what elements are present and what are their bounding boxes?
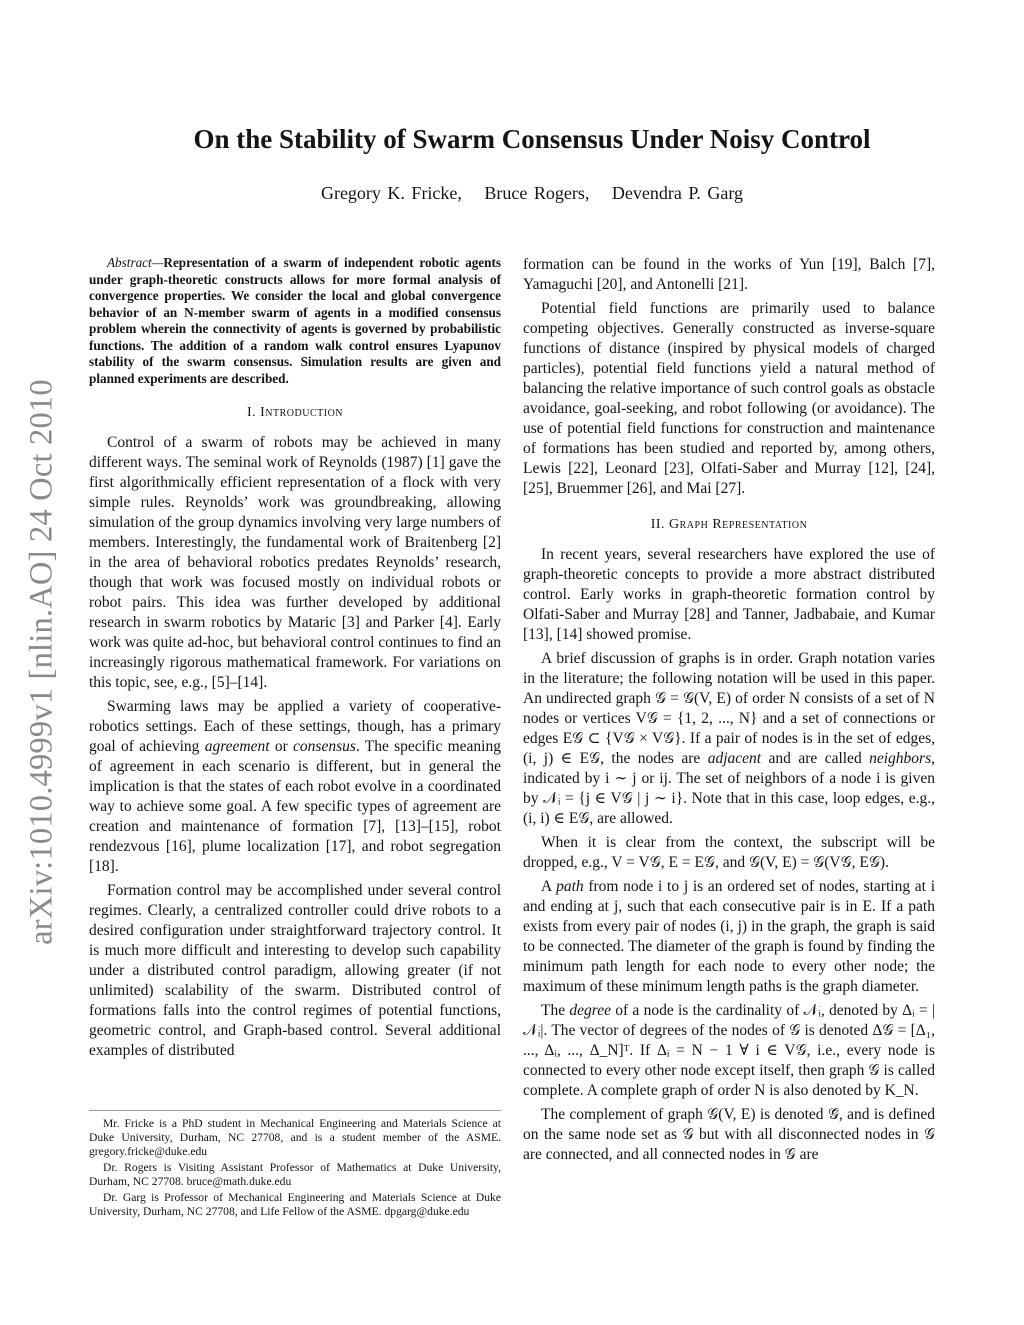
continuation-paragraph: formation can be found in the works of Yun [19], Balch [7], Yamaguchi [20], and Antonelli [21]. xyxy=(523,256,935,293)
footnotes xyxy=(89,1110,501,1221)
term-adjacent: adjacent xyxy=(707,750,762,767)
abstract-lead: Abstract— xyxy=(107,255,164,270)
author-list xyxy=(100,183,964,204)
graph-notation-text-3: , indicated by i ∼ j or ij. The set of neighbors of a node i is given by 𝒩ᵢ = {j ∈ V𝒢 | j ∼ i}. Note that in this case, loop edges, e.g., (i, i) ∈ E𝒢, are allowed. xyxy=(523,750,935,827)
graph-notation-paragraph xyxy=(523,649,935,829)
term-agreement: agreement xyxy=(204,738,270,755)
term-neighbors: neighbors xyxy=(869,750,932,767)
term-path: path xyxy=(556,878,584,895)
intro-p2-or: or xyxy=(269,738,294,755)
path-paragraph xyxy=(523,877,935,997)
term-degree: degree xyxy=(569,1002,611,1019)
author-1: Gregory K. Fricke, xyxy=(320,183,462,203)
footnote-rogers: Dr. Rogers is Visiting Assistant Professor of Mathematics at Duke University, Durham, NC 27708. bruce@math.duke.edu xyxy=(89,1161,501,1188)
left-column xyxy=(89,255,501,1065)
degree-text-b: of a node is the cardinality of 𝒩ᵢ, denoted by Δᵢ = |𝒩ᵢ|. The vector of degrees of the nodes of 𝒢 is denoted Δ𝒢 = [Δ₁, ..., Δᵢ, ..., Δ_N]ᵀ. If Δᵢ = N − 1 ∀ i ∈ V𝒢, i.e., every node is connected to every other node except itself, then graph 𝒢 is called complete. A complete graph of order N is also denoted by K_N. xyxy=(523,1002,935,1099)
intro-p2-text-b: . The specific meaning of agreement in each scenario is different, but in general the implication is that the states of each robot evolve in a coordinated way to achieve some goal. A few specific types of agreement are creation and maintenance of formation [7], [13]–[15], robot rendezvous [16], plume localization [17], and robot segregation [18]. xyxy=(89,738,501,875)
path-text-a: A xyxy=(541,878,557,895)
complement-paragraph: The complement of graph 𝒢(V, E) is denoted 𝒢̄, and is defined on the same node set as 𝒢 but with all disconnected nodes in 𝒢 are connected, and all connected nodes in 𝒢 are xyxy=(523,1106,935,1163)
degree-text-a: The xyxy=(541,1002,570,1019)
author-2: Bruce Rogers, xyxy=(484,183,590,203)
graph-notation-text-1: A brief discussion of graphs is in order. Graph notation varies in the literature; the following notation will be used in this paper. An undirected graph 𝒢 = 𝒢(V, E) of order N consists of a set of N nodes or vertices V𝒢 = {1, 2, ..., N} and a set of connections or edges E𝒢 ⊂ {V𝒢 × V𝒢}. If a pair of nodes is in the set of edges, (i, j) ∈ E𝒢, the nodes are xyxy=(523,650,935,767)
arxiv-sidebar xyxy=(22,352,62,972)
intro-paragraph-2 xyxy=(89,697,501,877)
footnote-garg: Dr. Garg is Professor of Mechanical Engineering and Materials Science at Duke University, Durham, NC 27708, and Life Fellow of the ASME. dpgarg@duke.edu xyxy=(89,1191,501,1218)
intro-p2-text-a: Swarming laws may be applied a variety of cooperative-robotics settings. Each of these settings, though, has a primary goal of achieving xyxy=(89,698,501,755)
graph-notation-text-2: and are called xyxy=(761,750,870,767)
degree-paragraph xyxy=(523,1001,935,1101)
section-heading-introduction: I. Introduction xyxy=(246,405,344,420)
section-heading-graph-representation: II. Graph Representation xyxy=(650,517,808,532)
paper-title: On the Stability of Swarm Consensus Under Noisy Control xyxy=(193,124,871,154)
abstract xyxy=(89,255,501,387)
recent-years-paragraph: In recent years, several researchers have explored the use of graph-theoretic concepts to provide a more abstract distributed control. Early works in graph-theoretic formation control by Olfati-Saber and Murray [28] and Tanner, Jadbabaie, and Kumar [13], [14] showed promise. xyxy=(523,546,935,643)
arxiv-identifier: arXiv:1010.4999v1 [nlin.AO] 24 Oct 2010 xyxy=(23,379,60,945)
footnote-fricke: Mr. Fricke is a PhD student in Mechanical Engineering and Materials Science at Duke University, Durham, NC 27708, and is a student member of the ASME. gregory.fricke@duke.edu xyxy=(89,1117,501,1158)
intro-paragraph-1: Control of a swarm of robots may be achieved in many different ways. The seminal work of Reynolds (1987) [1] gave the first algorithmically efficient representation of a flock with very simple rules. Reynolds’ work was groundbreaking, allowing simulation of the group dynamics involving very large numbers of members. Interestingly, the fundamental work of Braitenberg [2] in the area of behavioral robotics predates Reynolds’ research, though that work was focused mostly on individual robots or robot pairs. This idea was further developed by additional research in swarm robotics by Mataric [3] and Parker [4]. Early work was quite ad-hoc, but behavioral control continues to find an increasingly rigorous mathematical framework. For variations on this topic, see, e.g., [5]–[14]. xyxy=(89,434,501,691)
potential-field-paragraph: Potential field functions are primarily used to balance competing objectives. Generally constructed as inverse-square functions of distance (inspired by physical models of charged particles), potential field functions yield a natural method of balancing the relative importance of such control goals as obstacle avoidance, goal-seeking, and robot following (or avoidance). The use of potential field functions for construction and maintenance of formations has been studied and reported by, among others, Lewis [22], Leonard [23], Olfati-Saber and Murray [12], [24], [25], Bruemmer [26], and Mai [27]. xyxy=(523,300,935,497)
right-column xyxy=(523,255,935,1169)
term-consensus: consensus xyxy=(293,738,356,755)
path-text-b: from node i to j is an ordered set of nodes, starting at i and ending at j, such that each consecutive pair is in E. If a path exists from every pair of nodes (i, j) in the graph, the graph is said to be connected. The diameter of the graph is found by finding the minimum path length for each node to every other node; the maximum of these minimum length paths is the graph diameter. xyxy=(523,878,935,995)
subscript-paragraph: When it is clear from the context, the subscript will be dropped, e.g., V = V𝒢, E = E𝒢, and 𝒢(V, E) = 𝒢(V𝒢, E𝒢). xyxy=(523,834,935,871)
abstract-body: Representation of a swarm of independent robotic agents under graph-theoretic constructs allows for more formal analysis of convergence properties. We consider the local and global convergence behavior of an N-member swarm of agents in a modified consensus problem wherein the connectivity of agents is governed by probabilistic functions. The addition of a random walk control ensures Lyapunov stability of the swarm consensus. Simulation results are given and planned experiments are described. xyxy=(89,255,501,386)
intro-paragraph-3: Formation control may be accomplished under several control regimes. Clearly, a centralized controller could drive robots to a desired configuration under straightforward trajectory control. It is much more difficult and interesting to develop such capability under a distributed control paradigm, allowing greater (if not unlimited) scalability of the swarm. Distributed control of formations falls into the control regimes of potential functions, geometric control, and Graph-based control. Several additional examples of distributed xyxy=(89,882,501,1059)
author-3: Devendra P. Garg xyxy=(611,183,744,203)
